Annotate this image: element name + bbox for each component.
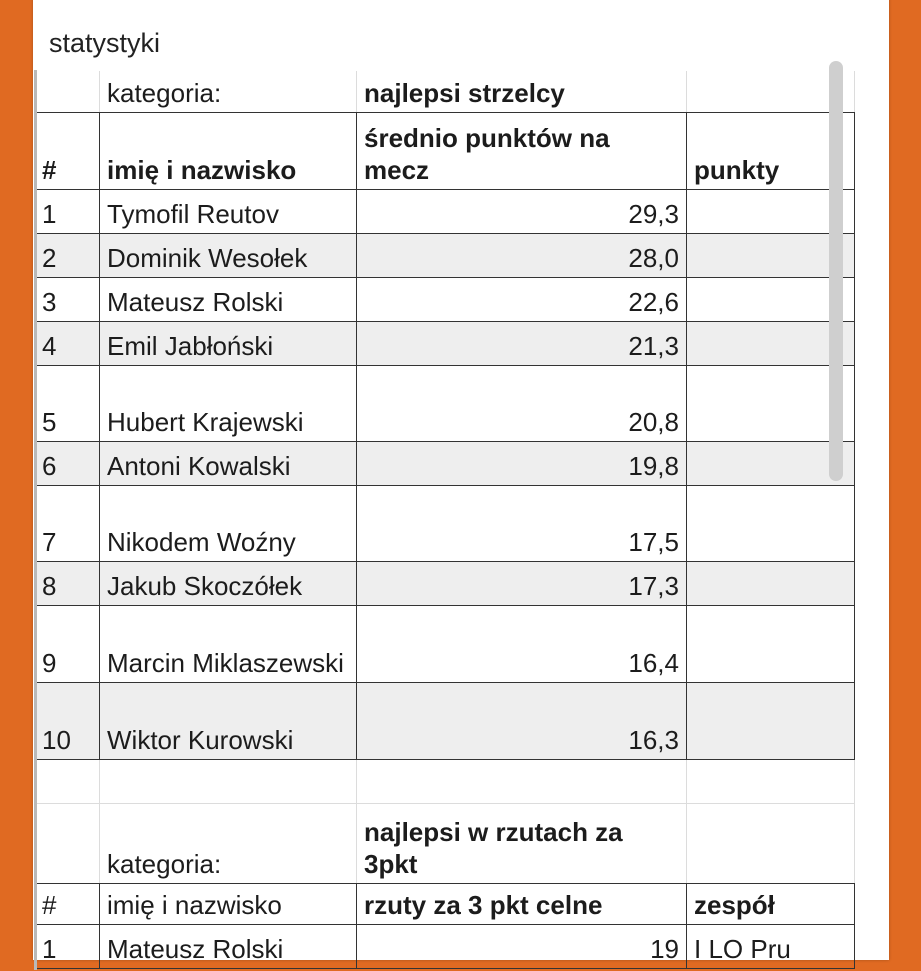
table-cell[interactable] — [100, 759, 357, 803]
table-cell[interactable] — [687, 803, 855, 883]
rank-cell[interactable]: 5 — [35, 365, 100, 441]
rank-cell[interactable]: 3 — [35, 277, 100, 321]
header-team[interactable]: zespół — [687, 883, 855, 924]
name-cell[interactable]: Wiktor Kurowski — [100, 682, 357, 759]
name-cell[interactable]: Mateusz Rolski — [100, 924, 357, 968]
value-cell[interactable]: 29,3 — [357, 189, 687, 233]
table-row — [35, 485, 855, 561]
table-cell[interactable] — [35, 759, 100, 803]
value-cell[interactable]: 22,6 — [357, 277, 687, 321]
table-row — [35, 924, 855, 968]
rank-cell[interactable]: 7 — [35, 485, 100, 561]
name-cell[interactable]: Hubert Krajewski — [100, 365, 357, 441]
header-rank[interactable]: # — [35, 112, 100, 189]
table-cell[interactable] — [687, 682, 855, 759]
value-cell[interactable]: 20,8 — [357, 365, 687, 441]
category-value[interactable]: najlepsi w rzutach za 3pkt — [357, 803, 687, 883]
value-cell[interactable]: 17,3 — [357, 561, 687, 605]
header-name[interactable]: imię i nazwisko — [100, 883, 357, 924]
category-row — [35, 71, 855, 112]
header-name[interactable]: imię i nazwisko — [100, 112, 357, 189]
table-cell[interactable] — [687, 485, 855, 561]
table-row — [35, 277, 855, 321]
name-cell[interactable]: Antoni Kowalski — [100, 441, 357, 485]
value-cell[interactable]: 16,4 — [357, 605, 687, 682]
value-cell[interactable]: 28,0 — [357, 233, 687, 277]
category-row — [35, 803, 855, 883]
table-row — [35, 441, 855, 485]
table-cell[interactable] — [687, 605, 855, 682]
statistics-table-viewport[interactable] — [34, 71, 821, 971]
category-label[interactable]: kategoria: — [100, 71, 357, 112]
value-cell[interactable]: 17,5 — [357, 485, 687, 561]
table-row — [35, 605, 855, 682]
name-cell[interactable]: Nikodem Woźny — [100, 485, 357, 561]
rank-cell[interactable]: 2 — [35, 233, 100, 277]
table-row — [35, 321, 855, 365]
name-cell[interactable]: Jakub Skoczółek — [100, 561, 357, 605]
header-row — [35, 883, 855, 924]
header-three-pointers[interactable]: rzuty za 3 pkt celne — [357, 883, 687, 924]
vertical-scrollbar[interactable] — [829, 61, 843, 481]
table-frame-edge — [34, 70, 37, 970]
header-points[interactable]: punkty — [687, 112, 855, 189]
rank-cell[interactable]: 6 — [35, 441, 100, 485]
empty-row — [35, 759, 855, 803]
value-cell[interactable]: 19 — [357, 924, 687, 968]
table-row — [35, 561, 855, 605]
value-cell[interactable]: 19,8 — [357, 441, 687, 485]
table-cell[interactable] — [687, 759, 855, 803]
category-value[interactable]: najlepsi strzelcy — [357, 71, 687, 112]
rank-cell[interactable]: 1 — [35, 924, 100, 968]
rank-cell[interactable]: 8 — [35, 561, 100, 605]
value-cell[interactable]: 21,3 — [357, 321, 687, 365]
rank-cell[interactable]: 9 — [35, 605, 100, 682]
table-row — [35, 233, 855, 277]
table-cell[interactable] — [357, 759, 687, 803]
team-cell[interactable]: I LO Pru — [687, 924, 855, 968]
table-cell[interactable] — [35, 803, 100, 883]
card-heading: statystyki — [49, 28, 161, 58]
header-avg-points[interactable]: średnio punktów na mecz — [357, 112, 687, 189]
statistics-table — [34, 71, 855, 969]
table-cell[interactable] — [35, 71, 100, 112]
category-label[interactable]: kategoria: — [100, 803, 357, 883]
name-cell[interactable]: Tymofil Reutov — [100, 189, 357, 233]
rank-cell[interactable]: 10 — [35, 682, 100, 759]
table-row — [35, 682, 855, 759]
header-row — [35, 112, 855, 189]
value-cell[interactable]: 16,3 — [357, 682, 687, 759]
rank-cell[interactable]: 1 — [35, 189, 100, 233]
name-cell[interactable]: Emil Jabłoński — [100, 321, 357, 365]
table-row — [35, 365, 855, 441]
header-rank[interactable]: # — [35, 883, 100, 924]
table-cell[interactable] — [687, 561, 855, 605]
name-cell[interactable]: Marcin Miklaszewski — [100, 605, 357, 682]
name-cell[interactable]: Dominik Wesołek — [100, 233, 357, 277]
name-cell[interactable]: Mateusz Rolski — [100, 277, 357, 321]
rank-cell[interactable]: 4 — [35, 321, 100, 365]
table-row — [35, 189, 855, 233]
